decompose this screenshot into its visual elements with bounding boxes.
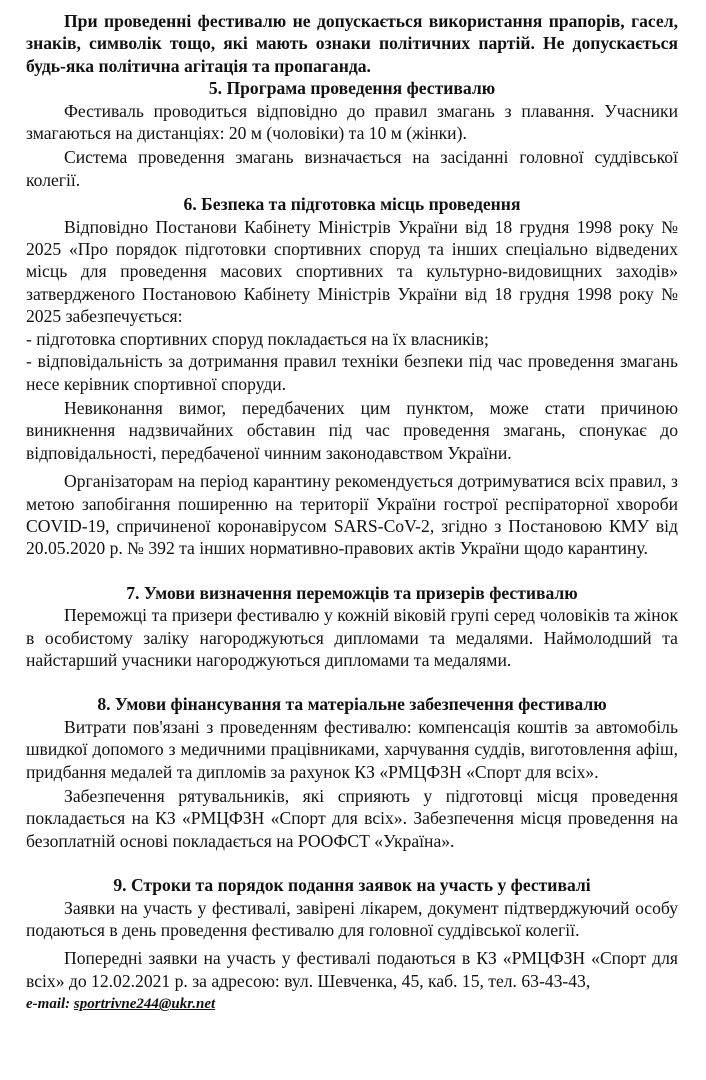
document-page (26, 10, 678, 1014)
email-link[interactable]: sportrivne244@ukr.net (73, 996, 216, 1013)
section-9-paragraph-1: Заявки на участь у фестивалі, завірені лікарем, документ підтверджуючий особу подаються в день проведення фестивалю для головної суддівської колегії. (26, 897, 678, 941)
section-5-paragraph-2: Система проведення змагань визначається на засіданні головної суддівської колегії. (26, 147, 678, 190)
section-6-paragraph-3: Організаторам на період карантину рекомендується дотримуватися всіх правил, з метою запобігання поширенню на території України гострої респіраторної хвороби COVID-19, спричиненої коронавірусом SARS-CoV-2, згідно з Постановою КМУ від 20.05.2020 р. № 392 та інших нормативно-правових актів України щодо карантину. (26, 471, 678, 559)
political-restriction-paragraph: При проведенні фестивалю не допускається використання прапорів, гасел, знаків, символік тощо, які мають ознаки політичних партій. Не допускається будь-яка політична агітація та пропаганда. (26, 11, 678, 76)
section-7-paragraph-1: Переможці та призери фестивалю у кожній віковій групі серед чоловіків та жінок в особистому заліку нагороджуються дипломами та медалями. Наймолодший та найстарший учасники нагороджуються дипломами та медалями. (26, 605, 678, 670)
section-6-list-item-2: - відповідальність за дотримання правил техніки безпеки під час проведення змагань несе керівник спортивної споруди. (26, 351, 678, 394)
email-label: e-mail: (26, 996, 71, 1013)
section-6-heading: 6. Безпека та підготовка місць проведення (183, 194, 521, 215)
section-6-paragraph-2: Невиконання вимог, передбачених цим пунктом, може стати причиною виникнення надзвичайних обставин під час проведення змагань, спонукає до відповідальності, передбаченої чинним законодавством України. (26, 397, 678, 463)
section-6-paragraph-1: Відповідно Постанови Кабінету Міністрів України від 18 грудня 1998 року № 2025 «Про порядок підготовки спортивних споруд та інших спеціально відведених місць для проведення масових спортивних та культурно-видовищних заходів» затвердженого Постановою Кабінету Міністрів України від 18 грудня 1998 року № 2025 забезпечується: (26, 216, 678, 327)
section-6-list-item-1: - підготовка спортивних споруд покладається на їх власників; (26, 328, 489, 349)
section-8-paragraph-2: Забезпечення рятувальників, які сприяють у підготовці місця проведення покладається на КЗ «РМЦФЗН «Спорт для всіх». Забезпечення місця проведення на безоплатній основі покладається на РООФСТ «Україна». (26, 786, 678, 851)
section-7-heading: 7. Умови визначення переможців та призерів фестивалю (126, 582, 578, 603)
section-8-paragraph-1: Витрати пов'язані з проведенням фестивалю: компенсація коштів за автомобіль швидкої допомого з медичними працівниками, харчування суддів, виготовлення афіш, придбання медалей та дипломів за рахунок КЗ «РМЦФЗН «Спорт для всіх». (26, 716, 678, 782)
email-line (26, 994, 678, 1014)
section-9-heading: 9. Строки та порядок подання заявок на участь у фестивалі (113, 875, 591, 896)
section-8-heading: 8. Умови фінансування та матеріальне забезпечення фестивалю (97, 694, 607, 715)
section-5-paragraph-1: Фестиваль проводиться відповідно до правил змагань з плавання. Учасники змагаються на дистанціях: 20 м (чоловіки) та 10 м (жінки). (26, 100, 678, 144)
section-5-heading: 5. Програма проведення фестивалю (208, 78, 496, 99)
section-9-paragraph-2: Попередні заявки на участь у фестивалі подаються в КЗ «РМЦФЗН «Спорт для всіх» до 12.02.2021 р. за адресою: вул. Шевченка, 45, каб. 15, тел. 63-43-43, (26, 948, 678, 991)
